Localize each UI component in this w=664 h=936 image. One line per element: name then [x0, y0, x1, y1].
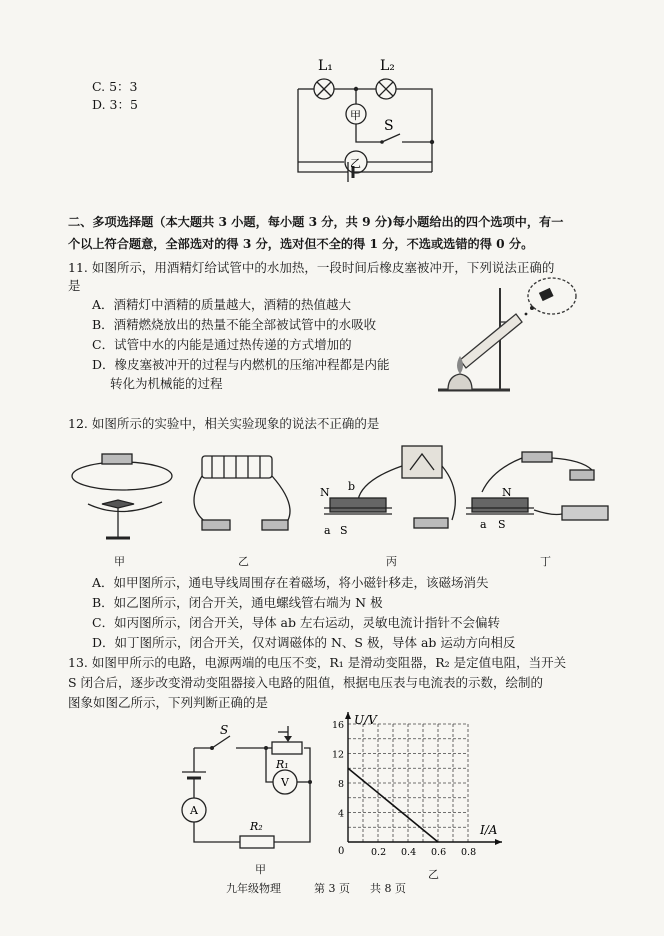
- q12-caption-jia: 甲: [114, 555, 125, 568]
- q12-caption-yi: 乙: [238, 555, 249, 568]
- y-axis-label: U/V: [354, 713, 377, 727]
- q12-caption-ding: 丁: [540, 555, 551, 568]
- q13-voltmeter-label: V: [281, 776, 289, 789]
- q11-option-a: A．酒精灯中酒精的质量越大，酒精的热值越大: [92, 297, 352, 312]
- origin-label: 0: [338, 846, 345, 857]
- footer-subject: 九年级物理: [226, 882, 281, 895]
- x-tick-label: 0.8: [461, 847, 477, 858]
- footer-page: 第 3 页: [314, 882, 350, 895]
- q10-meter-b-label: 乙: [350, 157, 361, 170]
- q11-stem-line1: 11. 如图所示，用酒精灯给试管中的水加热，一段时间后橡皮塞被冲开，下列说法正确的: [68, 260, 555, 275]
- section2-instructions-line2: 个以上符合题意，全部选对的得 3 分，选对但不全的得 1 分，不选或选错的得 0 分。: [68, 237, 534, 251]
- q10-option-d: D. 3：5: [92, 97, 138, 112]
- q13-stem-line1: 13. 如图甲所示的电路，电源两端的电压不变，R₁ 是滑动变阻器，R₂ 是定值电阻，当开关: [68, 655, 567, 670]
- q13-circuit-diagram: [170, 718, 330, 858]
- q13-ammeter-label: A: [190, 804, 198, 817]
- x-axis-label: I/A: [480, 823, 498, 837]
- q12-ding-a-label: a: [480, 518, 487, 531]
- q11-stem-line2: 是: [68, 278, 81, 293]
- q10-option-c: C. 5：3: [92, 79, 138, 94]
- q13-graph-caption: 乙: [428, 868, 439, 881]
- q13-r1-label: R₁: [276, 758, 289, 771]
- q11-option-b: B．酒精燃烧放出的热量不能全部被试管中的水吸收: [92, 317, 377, 332]
- q12-option-d: D．如丁图所示，闭合开关，仅对调磁体的 N、S 极，导体 ab 运动方向相反: [92, 635, 516, 650]
- y-tick-label: 4: [338, 808, 345, 820]
- q11-option-d-cont: 转化为机械能的过程: [110, 376, 223, 391]
- q11-option-d: D．橡皮塞被冲开的过程与内燃机的压缩冲程都是内能: [92, 357, 390, 372]
- x-tick-label: 0.6: [431, 847, 447, 858]
- q12-stem: 12. 如图所示的实验中，相关实验现象的说法不正确的是: [68, 416, 380, 431]
- q12-option-c: C．如丙图所示，闭合开关，导体 ab 左右运动，灵敏电流计指针不会偏转: [92, 615, 500, 630]
- x-tick-label: 0.2: [371, 847, 387, 858]
- footer-total: 共 8 页: [370, 882, 406, 895]
- y-tick-label: 8: [338, 779, 345, 790]
- q10-lamp2-label: L₂: [380, 58, 395, 74]
- q10-switch-label: S: [384, 118, 394, 134]
- q12-caption-bing: 丙: [386, 555, 397, 568]
- q12-bing-s-label: S: [340, 524, 348, 537]
- q11-option-c: C．试管中水的内能是通过热传递的方式增加的: [92, 337, 352, 352]
- q10-lamp1-label: L₁: [318, 58, 333, 74]
- q13-stem-line2: S 闭合后，逐步改变滑动变阻器接入电路的阻值，根据电压表与电流表的示数，绘制的: [68, 675, 544, 690]
- q12-ding-s-label: S: [498, 518, 506, 531]
- q12-experiment-figures: [62, 440, 622, 550]
- q12-bing-a-label: a: [324, 524, 331, 537]
- q12-option-a: A．如甲图所示，通电导线周围存在着磁场，将小磁针移走，该磁场消失: [92, 575, 489, 590]
- q13-circuit-caption: 甲: [255, 863, 266, 876]
- q10-circuit-diagram: [290, 54, 440, 184]
- y-tick-label: 16: [332, 720, 345, 731]
- q13-switch-label: S: [220, 723, 229, 737]
- y-tick-label: 12: [332, 749, 345, 761]
- q12-option-b: B．如乙图所示，闭合开关，通电螺线管右端为 N 极: [92, 595, 383, 610]
- q13-r2-label: R₂: [250, 820, 263, 833]
- q13-ui-graph: [330, 708, 510, 864]
- q12-bing-b-label: b: [348, 480, 356, 493]
- q13-stem-line3: 图象如图乙所示，下列判断正确的是: [68, 695, 269, 710]
- section2-instructions-line1: 二、多项选择题（本大题共 3 小题，每小题 3 分，共 9 分)每小题给出的四个选项中，有一: [68, 215, 564, 229]
- q12-bing-n-label: N: [320, 486, 330, 499]
- q10-meter-a-label: 甲: [350, 109, 361, 122]
- x-tick-label: 0.4: [401, 847, 417, 858]
- q12-ding-n-label: N: [502, 486, 512, 499]
- q11-test-tube-figure: [430, 270, 580, 398]
